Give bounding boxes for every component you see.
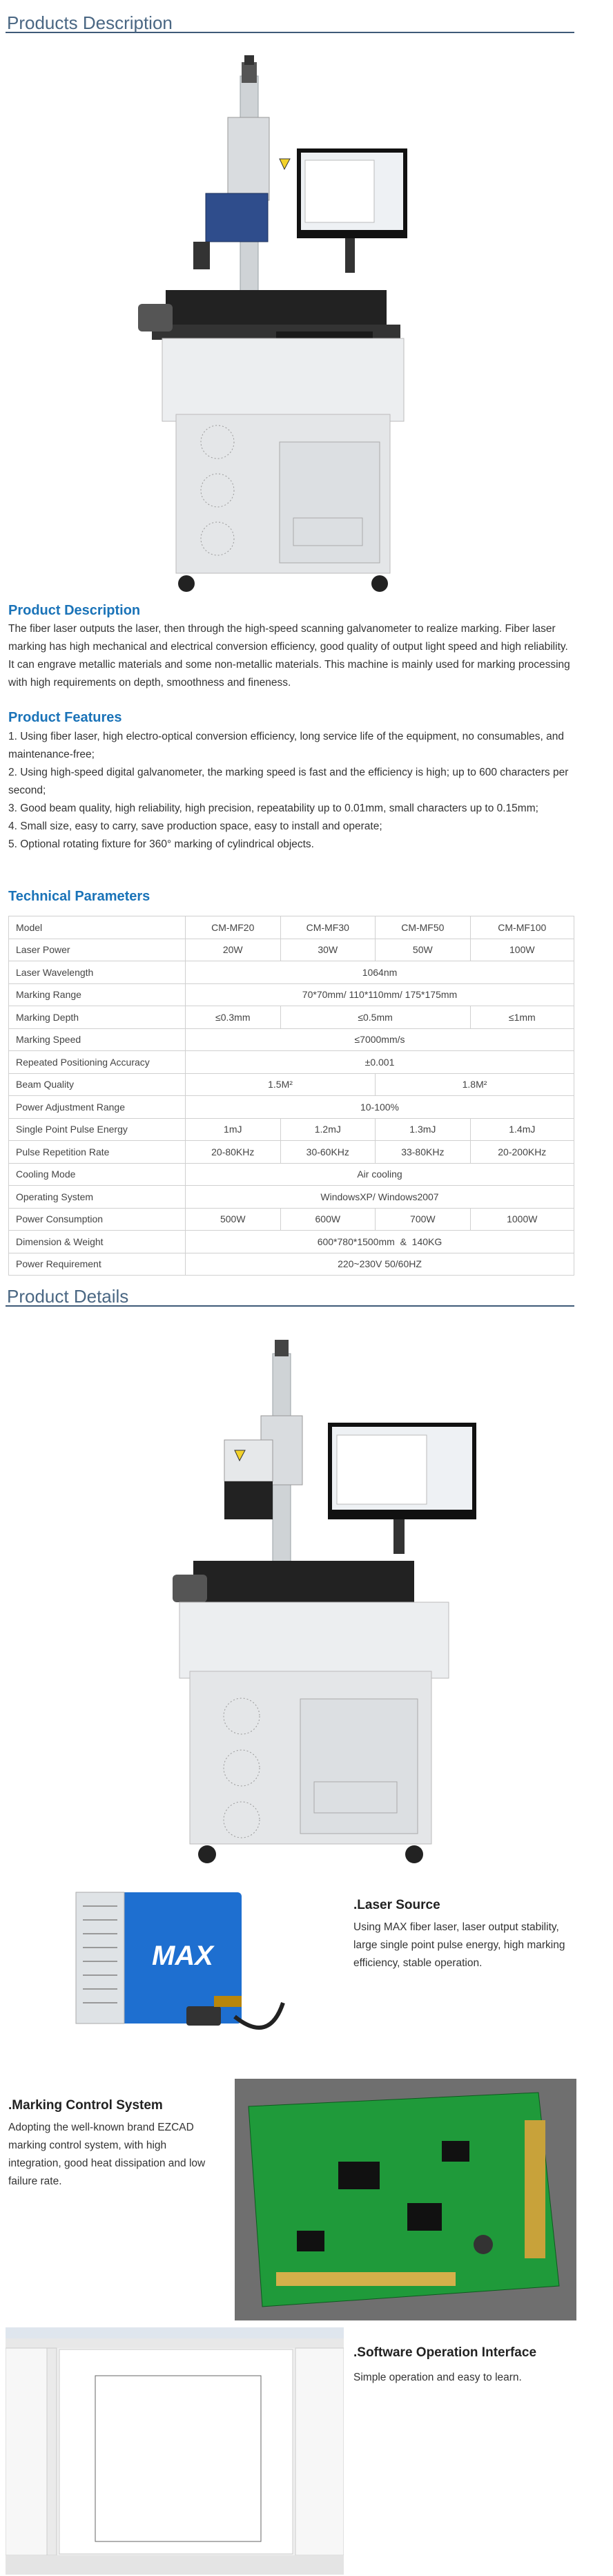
table-cell: 500W [186, 1208, 281, 1231]
feature-item: 5. Optional rotating fixture for 360° marking of cylindrical objects. [8, 838, 314, 850]
features-list [8, 728, 574, 854]
table-row [9, 983, 574, 1006]
table-cell: Marking Range [9, 983, 186, 1006]
table-cell: 1.4mJ [470, 1118, 574, 1141]
table-row [9, 1163, 574, 1186]
table-cell: 70*70mm/ 110*110mm/ 175*175mm [186, 983, 574, 1006]
table-cell: 700W [376, 1208, 471, 1231]
table-cell: 1.8M² [376, 1073, 574, 1096]
table-cell: Single Point Pulse Energy [9, 1118, 186, 1141]
table-cell: Power Consumption [9, 1208, 186, 1231]
table-row [9, 916, 574, 939]
table-row [9, 1006, 574, 1029]
table-cell: ≤0.5mm [280, 1006, 470, 1029]
product-description-title: Product Description [8, 603, 141, 618]
table-cell: ≤7000mm/s [186, 1028, 574, 1051]
marking-control-text: Adopting the well-known brand EZCAD marking control system, with high integration, good heat dissipation and low failure rate. [8, 2122, 206, 2187]
table-row [9, 1028, 574, 1051]
table-cell: 1064nm [186, 961, 574, 984]
table-cell: 220~230V 50/60HZ [186, 1253, 574, 1276]
table-cell: Model [9, 916, 186, 939]
table-row [9, 1208, 574, 1231]
laser-source-title: .Laser Source [353, 1898, 440, 1912]
table-cell: 30-60KHz [280, 1141, 376, 1164]
table-cell: 1000W [470, 1208, 574, 1231]
laser-source-photo [48, 1878, 304, 2065]
max-logo: MAX [152, 1941, 213, 1971]
table-cell: Laser Wavelength [9, 961, 186, 984]
table-row [9, 1096, 574, 1119]
software-text: Simple operation and easy to learn. [353, 2372, 522, 2383]
table-cell: ±0.001 [186, 1051, 574, 1074]
table-cell: 33-80KHz [376, 1141, 471, 1164]
table-cell: 20-80KHz [186, 1141, 281, 1164]
product-description-text: The fiber laser outputs the laser, then through the high-speed scanning galvanometer to realize marking. Fiber laser marking has high mechanical and electrical conversion efficiency, good quality of output light speed and high reliability. It can engrave metallic materials and some non-metallic materials. This machine is mainly used for marking processing with high requirements on depth, smoothness and fineness. [8, 623, 570, 689]
table-row [9, 1073, 574, 1096]
table-row [9, 1186, 574, 1209]
table-cell: 30W [280, 939, 376, 961]
parameters-table [8, 916, 574, 1276]
table-cell: 1.5M² [186, 1073, 376, 1096]
table-cell: Pulse Repetition Rate [9, 1141, 186, 1164]
product-details-heading: Product Details [6, 1279, 574, 1307]
table-cell: 1.3mJ [376, 1118, 471, 1141]
feature-item: 4. Small size, easy to carry, save production space, easy to install and operate; [8, 820, 382, 832]
table-cell: CM-MF100 [470, 916, 574, 939]
table-cell: Dimension & Weight [9, 1231, 186, 1253]
table-row [9, 1118, 574, 1141]
table-row [9, 1051, 574, 1074]
table-cell: 600W [280, 1208, 376, 1231]
table-cell: 1.2mJ [280, 1118, 376, 1141]
software-title: .Software Operation Interface [353, 2345, 537, 2360]
table-cell: Marking Speed [9, 1028, 186, 1051]
product-features-title: Product Features [8, 710, 122, 725]
table-cell: 20-200KHz [470, 1141, 574, 1164]
table-cell: CM-MF30 [280, 916, 376, 939]
feature-item: 1. Using fiber laser, high electro-optical conversion efficiency, long service life of the equipment, no consumables, and maintenance-free; [8, 731, 565, 760]
table-cell: Laser Power [9, 939, 186, 961]
marking-control-title: .Marking Control System [8, 2098, 163, 2113]
feature-item: 2. Using high-speed digital galvanometer, the marking speed is fast and the efficiency is high; up to 600 characters per second; [8, 767, 569, 796]
table-cell: 100W [470, 939, 574, 961]
products-description-heading: Products Description [6, 6, 574, 33]
table-cell: 20W [186, 939, 281, 961]
software-screenshot [6, 2327, 344, 2575]
table-row [9, 1141, 574, 1164]
table-cell: 600*780*1500mm & 140KG [186, 1231, 574, 1253]
table-cell: 1mJ [186, 1118, 281, 1141]
table-cell: CM-MF20 [186, 916, 281, 939]
table-cell: ≤1mm [470, 1006, 574, 1029]
laser-source-text: Using MAX fiber laser, laser output stability, large single point pulse energy, high marking efficiency, stable operation. [353, 1921, 565, 1969]
table-cell: 50W [376, 939, 471, 961]
table-cell: Beam Quality [9, 1073, 186, 1096]
table-cell: Air cooling [186, 1163, 574, 1186]
laser-machine-detail-photo [159, 1340, 483, 1865]
table-cell: Repeated Positioning Accuracy [9, 1051, 186, 1074]
table-row [9, 1231, 574, 1253]
table-cell: Marking Depth [9, 1006, 186, 1029]
table-cell: 10-100% [186, 1096, 574, 1119]
table-cell: Operating System [9, 1186, 186, 1209]
table-cell: ≤0.3mm [186, 1006, 281, 1029]
table-cell: CM-MF50 [376, 916, 471, 939]
table-cell: Power Requirement [9, 1253, 186, 1276]
feature-item: 3. Good beam quality, high reliability, high precision, repeatability up to 0.01mm, small characters up to 0.15mm; [8, 802, 538, 814]
table-row [9, 961, 574, 984]
table-row [9, 939, 574, 961]
control-board-photo [235, 2079, 576, 2320]
table-cell: Cooling Mode [9, 1163, 186, 1186]
laser-machine-photo [124, 55, 469, 594]
table-cell: WindowsXP/ Windows2007 [186, 1186, 574, 1209]
technical-parameters-title: Technical Parameters [8, 889, 150, 904]
table-row [9, 1253, 574, 1276]
table-cell: Power Adjustment Range [9, 1096, 186, 1119]
